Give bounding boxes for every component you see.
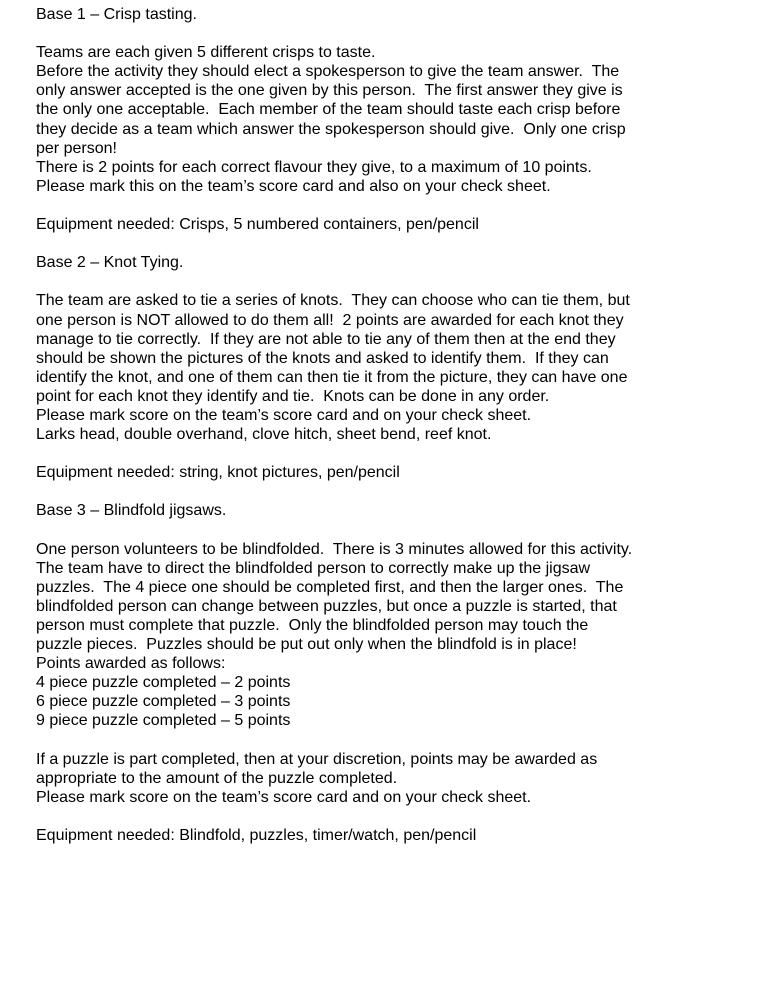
equipment-needed: Equipment needed: Crisps, 5 numbered containers, pen/pencil (36, 216, 479, 234)
text-line: Points awarded as follows: (36, 655, 226, 673)
text-line: should be shown the pictures of the knots and asked to identify them. If they can (36, 349, 609, 367)
text-line: one person is NOT allowed to do them all! 2 points are awarded for each knot they (36, 311, 624, 329)
text-line: 9 piece puzzle completed – 5 points (36, 712, 291, 730)
text-line: point for each knot they identify and tie. Knots can be done in any order. (36, 387, 550, 405)
text-line: only answer accepted is the one given by this person. The first answer they give is (36, 82, 623, 100)
text-line: puzzle pieces. Puzzles should be put out only when the blindfold is in place! (36, 636, 577, 654)
section-heading: Base 1 – Crisp tasting. (36, 6, 197, 23)
text-line: appropriate to the amount of the puzzle completed. (36, 769, 398, 787)
paragraph (36, 750, 756, 807)
paragraph (36, 291, 756, 444)
text-line: Please mark score on the team’s score card and on your check sheet. (36, 788, 532, 806)
text-line: Please mark score on the team’s score card and on your check sheet. (36, 406, 532, 424)
text-line: There is 2 points for each correct flavour they give, to a maximum of 10 points. (36, 158, 592, 176)
text-line: The team are asked to tie a series of knots. They can choose who can tie them, but (36, 292, 630, 310)
text-line: the only one acceptable. Each member of the team should taste each crisp before (36, 101, 621, 119)
section-heading: Base 2 – Knot Tying. (36, 254, 184, 272)
text-line: blindfolded person can change between puzzles, but once a puzzle is started, that (36, 597, 617, 615)
equipment-needed: Equipment needed: string, knot pictures, pen/pencil (36, 464, 400, 482)
document-body (36, 5, 756, 864)
paragraph (36, 540, 756, 731)
text-line: Before the activity they should elect a spokesperson to give the team answer. The (36, 63, 620, 81)
text-line: 4 piece puzzle completed – 2 points (36, 674, 291, 692)
text-line: puzzles. The 4 piece one should be completed first, and then the larger ones. The (36, 578, 624, 596)
text-line: One person volunteers to be blindfolded. There is 3 minutes allowed for this activity. (36, 540, 633, 558)
text-line: Larks head, double overhand, clove hitch, sheet bend, reef knot. (36, 426, 492, 444)
text-line: per person! (36, 139, 117, 157)
text-line: identify the knot, and one of them can then tie it from the picture, they can have one (36, 368, 628, 386)
section-heading: Base 3 – Blindfold jigsaws. (36, 502, 227, 520)
text-line: If a puzzle is part completed, then at your discretion, points may be awarded as (36, 750, 598, 768)
equipment-needed: Equipment needed: Blindfold, puzzles, timer/watch, pen/pencil (36, 827, 477, 845)
text-line: person must complete that puzzle. Only the blindfolded person may touch the (36, 617, 589, 634)
text-line: The team have to direct the blindfolded person to correctly make up the jigsaw (36, 559, 591, 577)
text-line: manage to tie correctly. If they are not able to tie any of them then at the end they (36, 330, 616, 348)
text-line: Please mark this on the team’s score card and also on your check sheet. (36, 177, 551, 195)
text-line: Teams are each given 5 different crisps to taste. (36, 44, 376, 62)
text-line: 6 piece puzzle completed – 3 points (36, 693, 291, 711)
text-line: they decide as a team which answer the spokesperson should give. Only one crisp (36, 120, 626, 138)
paragraph (36, 43, 756, 196)
